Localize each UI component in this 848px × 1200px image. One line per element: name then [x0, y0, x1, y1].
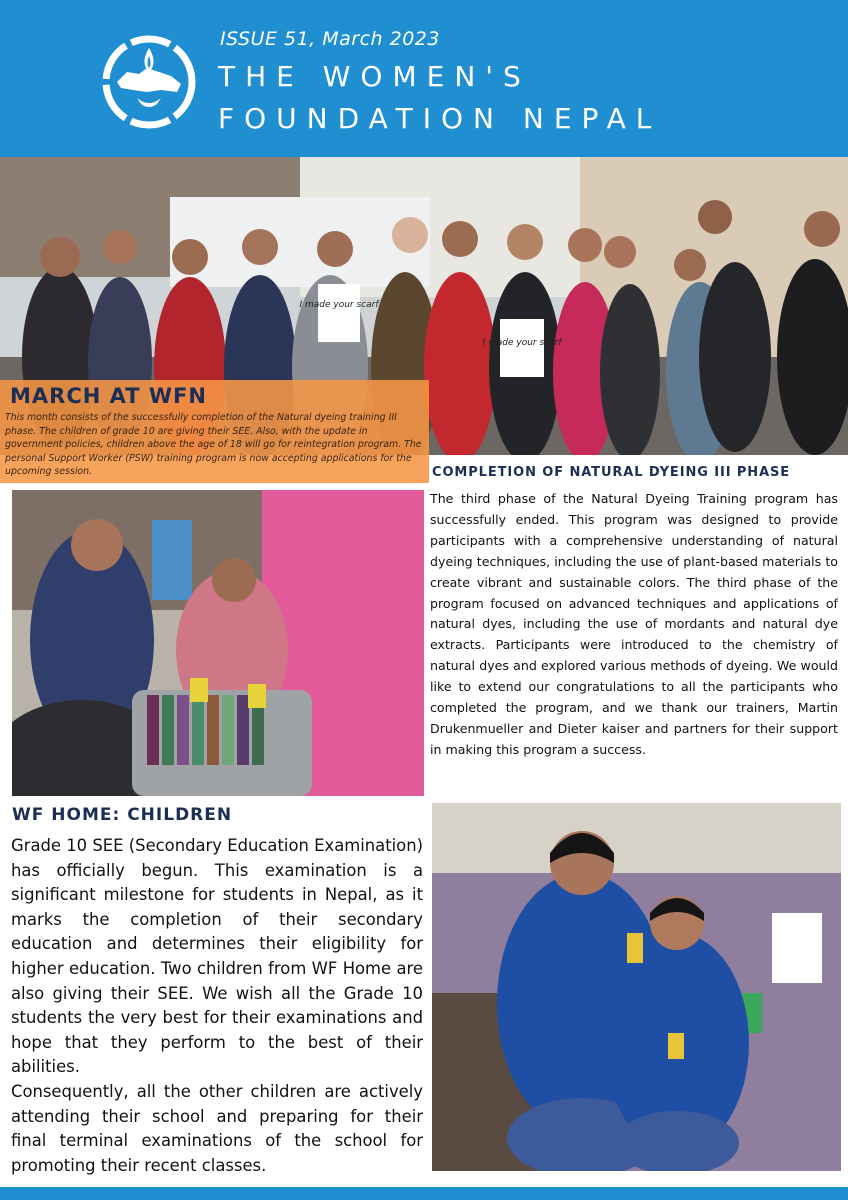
sign-text-1: I made your scarf [299, 300, 379, 310]
march-summary-text: This month consists of the successfully completion of the Natural dyeing training III phase. The children of grade 10 are giving their SEE. Also, with the update in government policies, children above the age of 18 will go for reintegration program. The personal Support Worker (PSW) training program is now accepting applications for the upcoming session. [5, 412, 422, 478]
children-body-text [11, 834, 423, 1178]
children-photo [432, 803, 841, 1171]
dyeing-photo [12, 490, 424, 796]
footer-bar [0, 1187, 848, 1200]
dyeing-heading: COMPLETION OF NATURAL DYEING III PHASE [432, 465, 791, 480]
wfn-logo-icon [99, 30, 199, 134]
publication-title-line1: THE WOMEN'S [218, 60, 531, 93]
march-summary-box [0, 380, 429, 483]
sign-text-2: I made your scarf [482, 338, 562, 348]
children-paragraph-1: Grade 10 SEE (Secondary Education Examination) has officially begun. This examination is a significant milestone for students in Nepal, as it marks the completion of their secondary education and determines their eligibility for higher education. Two children from WF Home are also giving their SEE. We wish all the Grade 10 students the very best for their examinations and hope that they perform to the best of their abilities. [11, 836, 423, 1077]
issue-label: ISSUE 51, March 2023 [220, 28, 440, 50]
march-title: MARCH AT WFN [10, 384, 207, 408]
dyeing-body-text: The third phase of the Natural Dyeing Training program has successfully ended. This program was designed to provide participants with a comprehensive understanding of natural dyeing techniques, including the use of plant-based materials to create vibrant and sustainable colors. The third phase of the program focused on advanced techniques and applications of natural dyes, including the use of mordants and natural dye extracts. Participants were introduced to the chemistry of natural dyes and explored various methods of dyeing. We would like to extend our congratulations to all the participants who completed the program, and we thank our trainers, Martin Drukenmueller and Dieter kaiser and partners for their support in making this program a success. [430, 491, 838, 757]
publication-title-line2: FOUNDATION NEPAL [218, 102, 662, 135]
header-banner [0, 0, 848, 157]
children-paragraph-2: Consequently, all the other children are actively attending their school and preparing for their final terminal examinations of the school for promoting their recent classes. [11, 1081, 423, 1175]
children-heading: WF HOME: CHILDREN [12, 805, 233, 825]
